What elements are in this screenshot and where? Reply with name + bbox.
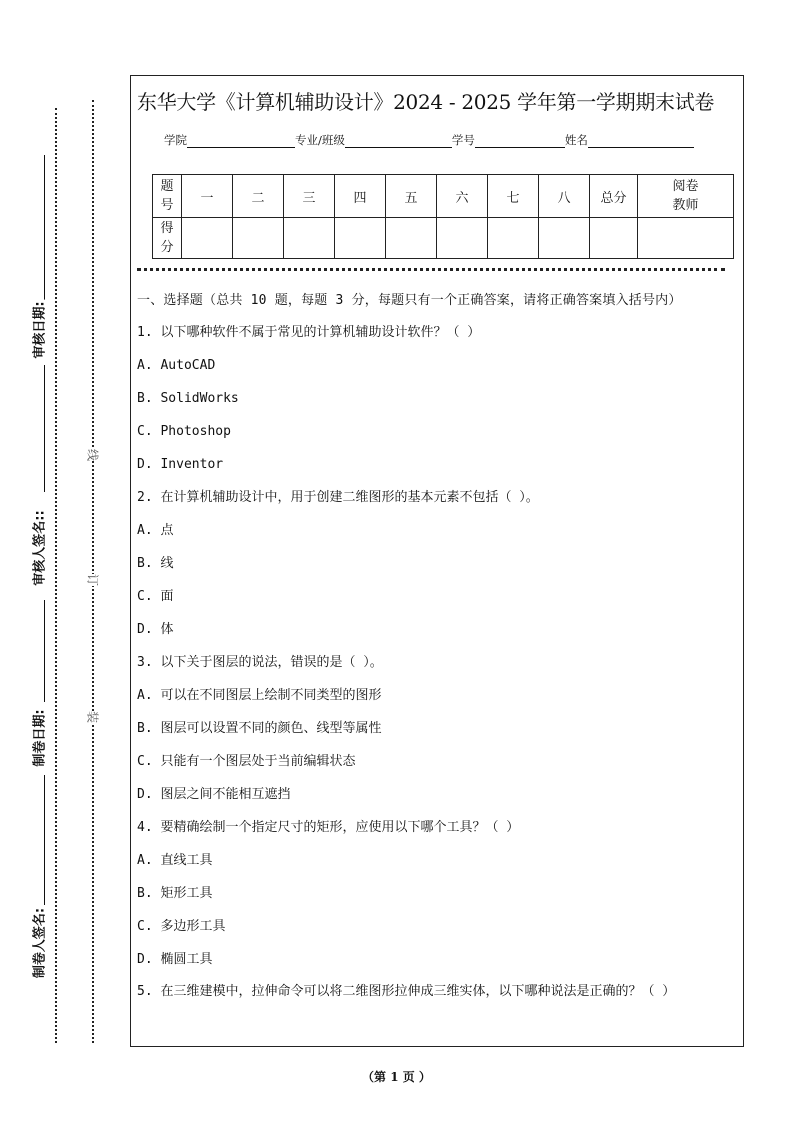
bind-mark-bind: 装 xyxy=(84,711,103,723)
option: C. Photoshop xyxy=(137,424,231,439)
compiler-signature-label: 制卷人签名: xyxy=(29,906,48,980)
option: A. 点 xyxy=(137,523,174,538)
dotted-line-inner xyxy=(92,100,94,1043)
score-cell[interactable] xyxy=(488,218,539,259)
exam-title: 东华大学《计算机辅助设计》2024 - 2025 学年第一学期期末试卷 xyxy=(137,90,715,114)
score-table xyxy=(152,174,734,259)
score-row-header xyxy=(153,218,182,259)
college-field[interactable] xyxy=(187,135,295,148)
column-header: 八 xyxy=(539,175,590,218)
question-number-header xyxy=(153,175,182,218)
total-header: 总分 xyxy=(590,175,638,218)
option: D. 体 xyxy=(137,622,174,637)
bind-mark-line: 线 xyxy=(84,449,103,461)
column-header: 七 xyxy=(488,175,539,218)
section-heading: 一、选择题（总共 10 题，每题 3 分，每题只有一个正确答案，请将正确答案填入括号内） xyxy=(137,293,682,308)
exam-frame xyxy=(130,75,744,1047)
column-header: 二 xyxy=(233,175,284,218)
column-header: 五 xyxy=(386,175,437,218)
reviewer-signature-line xyxy=(44,365,45,492)
column-header: 一 xyxy=(182,175,233,218)
college-label: 学院 xyxy=(164,133,187,147)
grader-header xyxy=(638,175,734,218)
student-id-label: 学号 xyxy=(451,133,475,147)
compile-date-line xyxy=(44,600,45,702)
question-stem: 2. 在计算机辅助设计中，用于创建二维图形的基本元素不包括（ ）。 xyxy=(137,490,539,505)
score-cell[interactable] xyxy=(386,218,437,259)
student-info-row xyxy=(164,132,694,148)
option: A. 可以在不同图层上绘制不同类型的图形 xyxy=(137,688,382,703)
score-cell[interactable] xyxy=(182,218,233,259)
major-class-field[interactable] xyxy=(345,135,452,148)
student-id-field[interactable] xyxy=(475,135,565,148)
header-char: 号 xyxy=(160,198,174,213)
option: B. 线 xyxy=(137,556,174,571)
option: D. Inventor xyxy=(137,457,224,472)
bind-mark-staple: 订 xyxy=(84,574,103,586)
major-class-label: 专业/班级 xyxy=(295,133,345,147)
option: C. 只能有一个图层处于当前编辑状态 xyxy=(137,754,356,769)
option: D. 图层之间不能相互遮挡 xyxy=(137,787,291,802)
question-stem: 4. 要精确绘制一个指定尺寸的矩形，应使用以下哪个工具？（ ） xyxy=(137,820,520,835)
score-cell[interactable] xyxy=(233,218,284,259)
score-cell[interactable] xyxy=(284,218,335,259)
reviewer-signature-label: 审核人签名:: xyxy=(29,508,48,587)
score-cell[interactable] xyxy=(437,218,488,259)
compile-date-label: 制卷日期: xyxy=(29,707,48,768)
header-char: 题 xyxy=(160,179,174,194)
score-cell[interactable] xyxy=(335,218,386,259)
review-date-label: 审核日期: xyxy=(29,299,48,360)
header-char: 得 xyxy=(160,221,174,236)
review-date-line xyxy=(44,155,45,301)
header-line: 阅卷 xyxy=(672,179,699,194)
option: C. 面 xyxy=(137,589,174,604)
question-stem: 3. 以下关于图层的说法，错误的是（ ）。 xyxy=(137,655,383,670)
option: A. 直线工具 xyxy=(137,853,213,868)
exam-content xyxy=(137,290,737,1003)
column-header: 六 xyxy=(437,175,488,218)
column-header: 四 xyxy=(335,175,386,218)
compiler-signature-line xyxy=(44,775,45,905)
score-cell[interactable] xyxy=(539,218,590,259)
dotted-line-outer xyxy=(55,108,57,1043)
total-score-cell[interactable] xyxy=(590,218,638,259)
name-field[interactable] xyxy=(588,135,694,148)
header-line: 教师 xyxy=(672,198,699,213)
option: D. 椭圆工具 xyxy=(137,952,213,967)
option: C. 多边形工具 xyxy=(137,919,226,934)
score-table-header-row xyxy=(153,175,734,218)
question-stem: 1. 以下哪种软件不属于常见的计算机辅助设计软件？（ ） xyxy=(137,325,481,340)
option: B. SolidWorks xyxy=(137,391,239,406)
option: B. 矩形工具 xyxy=(137,886,213,901)
dotted-separator xyxy=(137,268,725,271)
option: B. 图层可以设置不同的颜色、线型等属性 xyxy=(137,721,382,736)
page-number: （第 1 页 ） xyxy=(362,1070,431,1084)
option: A. AutoCAD xyxy=(137,358,216,373)
header-char: 分 xyxy=(160,240,174,255)
name-label: 姓名 xyxy=(564,133,588,147)
question-stem: 5. 在三维建模中，拉伸命令可以将二维图形拉伸成三维实体，以下哪种说法是正确的？（ ） xyxy=(137,984,676,999)
score-table-score-row xyxy=(153,218,734,259)
column-header: 三 xyxy=(284,175,335,218)
grader-cell[interactable] xyxy=(638,218,734,259)
